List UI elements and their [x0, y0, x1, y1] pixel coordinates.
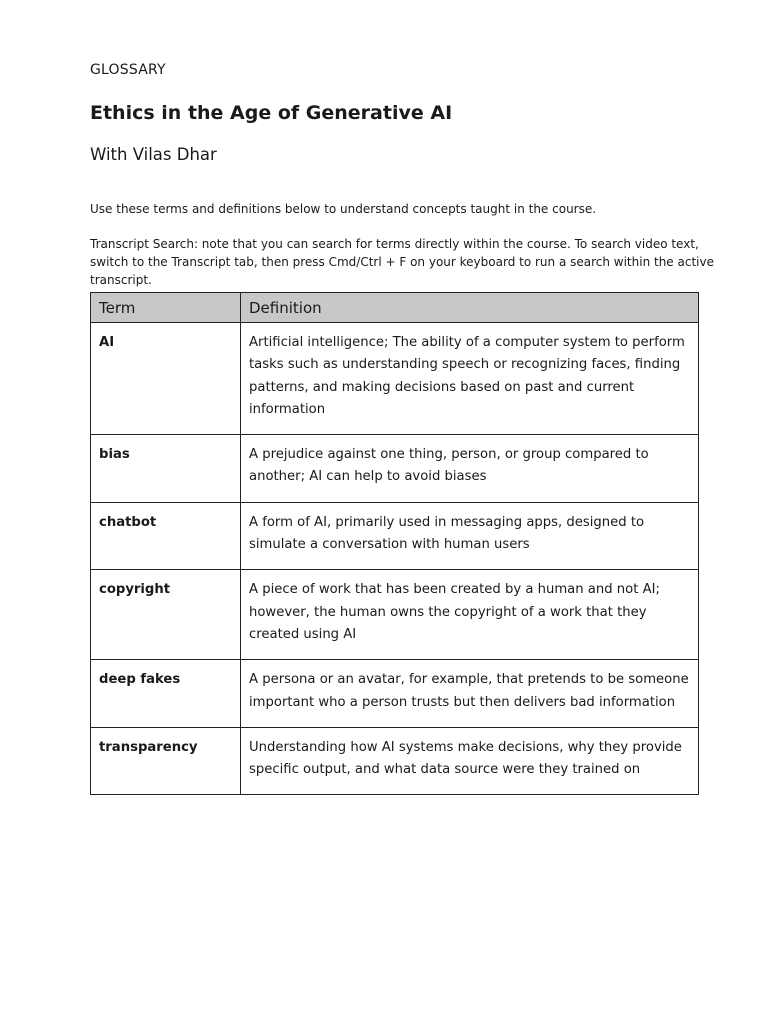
definition-cell: Artificial intelligence; The ability of a computer system to perform tasks such as understanding speech or recognizing faces, finding patterns, and making decisions based on past and current information: [241, 323, 699, 435]
table-row: [91, 660, 699, 728]
table-row: [91, 727, 699, 795]
column-header-definition: Definition: [241, 293, 699, 323]
column-header-term: Term: [91, 293, 241, 323]
term-cell: transparency: [91, 727, 241, 795]
page-title: Ethics in the Age of Generative AI: [90, 102, 453, 124]
transcript-search-note: Transcript Search: note that you can search for terms directly within the course. To search video text, switch to the Transcript tab, then press Cmd/Ctrl + F on your keyboard to run a search within the active transcript.: [90, 237, 714, 287]
term-cell: AI: [91, 323, 241, 435]
term-cell: chatbot: [91, 502, 241, 570]
table-header-row: [91, 293, 699, 323]
term-cell: bias: [91, 435, 241, 503]
page-subtitle: With Vilas Dhar: [90, 145, 217, 164]
document-label: GLOSSARY: [90, 62, 166, 78]
definition-cell: A persona or an avatar, for example, that pretends to be someone important who a person trusts but then delivers bad information: [241, 660, 699, 728]
definition-cell: A form of AI, primarily used in messaging apps, designed to simulate a conversation with human users: [241, 502, 699, 570]
definition-cell: A piece of work that has been created by a human and not AI; however, the human owns the copyright of a work that they created using AI: [241, 570, 699, 660]
term-cell: copyright: [91, 570, 241, 660]
definition-cell: A prejudice against one thing, person, or group compared to another; AI can help to avoid biases: [241, 435, 699, 503]
table-row: [91, 435, 699, 503]
glossary-table: [90, 292, 699, 795]
table-row: [91, 502, 699, 570]
term-cell: deep fakes: [91, 660, 241, 728]
intro-paragraph: Use these terms and definitions below to understand concepts taught in the course.: [90, 202, 597, 216]
table-row: [91, 570, 699, 660]
table-row: [91, 323, 699, 435]
definition-cell: Understanding how AI systems make decisions, why they provide specific output, and what data source were they trained on: [241, 727, 699, 795]
